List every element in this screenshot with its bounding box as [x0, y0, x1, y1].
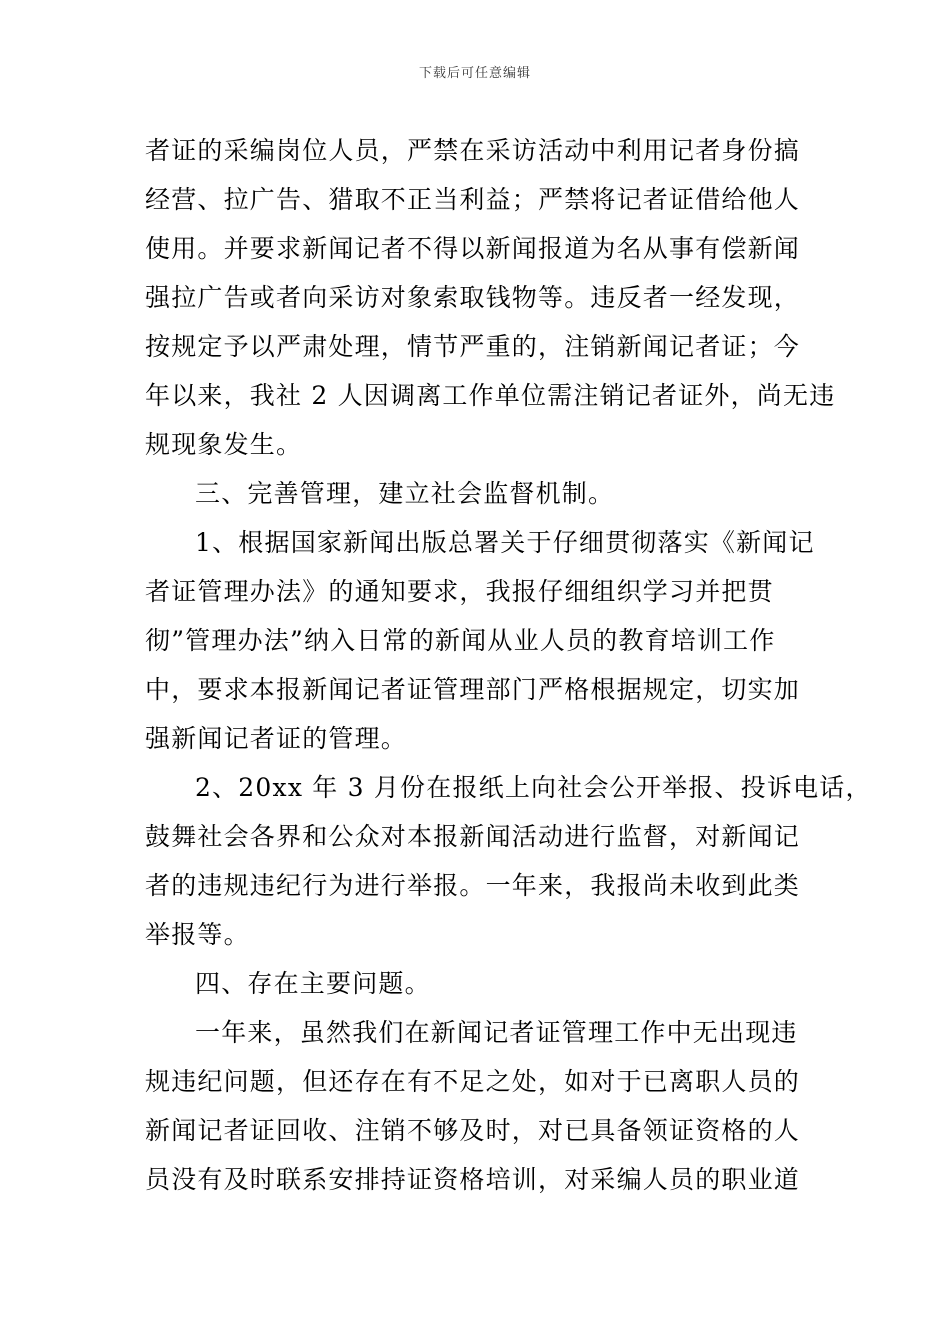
text-line: 新闻记者证回收、注销不够及时，对已具备领证资格的人: [145, 1116, 801, 1145]
text-line: 者的违规违纪行为进行举报。一年来，我报尚未收到此类: [145, 871, 801, 900]
text-line: 强新闻记者证的管理。: [145, 724, 408, 753]
text-line: 规现象发生。: [145, 430, 303, 459]
document-body: [145, 126, 872, 1204]
text-line: 彻”管理办法”纳入日常的新闻从业人员的教育培训工作: [145, 626, 776, 655]
text-line: 按规定予以严肃处理，情节严重的，注销新闻记者证；今: [145, 332, 801, 361]
text-line: 者证管理办法》的通知要求，我报仔细组织学习并把贯: [145, 577, 774, 606]
page-header: 下载后可任意编辑: [418, 66, 531, 81]
text-line: 1、根据国家新闻出版总署关于仔细贯彻落实《新闻记: [195, 528, 815, 557]
text-line: 强拉广告或者向采访对象索取钱物等。违反者一经发现，: [145, 283, 801, 312]
text-line: 四、存在主要问题。: [195, 969, 431, 998]
text-line: 鼓舞社会各界和公众对本报新闻活动进行监督，对新闻记: [145, 822, 801, 851]
text-line: 经营、拉广告、猎取不正当利益；严禁将记者证借给他人: [145, 185, 801, 214]
text-line: 者证的采编岗位人员，严禁在采访活动中利用记者身份搞: [145, 136, 801, 165]
text-line: 员没有及时联系安排持证资格培训，对采编人员的职业道: [145, 1165, 801, 1194]
text-line: 三、完善管理，建立社会监督机制。: [195, 479, 615, 508]
text-line: 一年来，虽然我们在新闻记者证管理工作中无出现违: [195, 1018, 798, 1047]
text-line: 中，要求本报新闻记者证管理部门严格根据规定，切实加: [145, 675, 801, 704]
text-line: 规违纪问题，但还存在有不足之处，如对于已离职人员的: [145, 1067, 801, 1096]
text-line: 2、20xx 年 3 月份在报纸上向社会公开举报、投诉电话，: [195, 773, 872, 802]
text-line: 举报等。: [145, 920, 250, 949]
text-line: 年以来，我社 2 人因调离工作单位需注销记者证外，尚无违: [145, 381, 836, 410]
text-line: 使用。并要求新闻记者不得以新闻报道为名从事有偿新闻: [145, 234, 801, 263]
